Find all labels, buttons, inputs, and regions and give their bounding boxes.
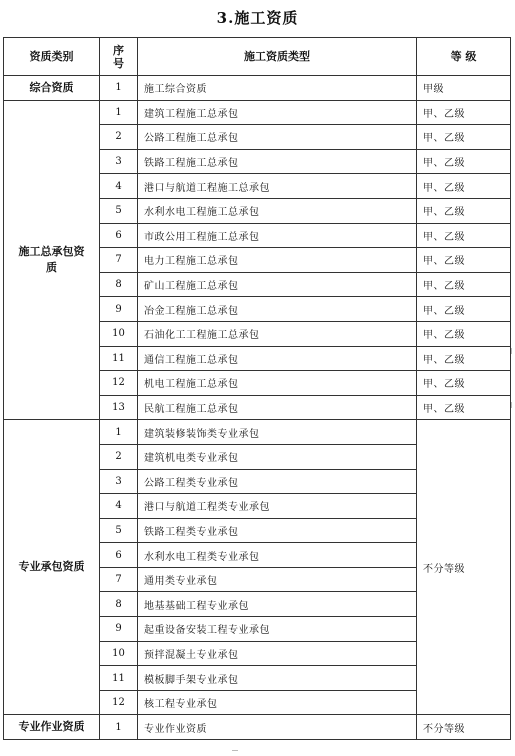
type-cell: 电力工程施工总承包 [138, 248, 417, 273]
type-cell: 冶金工程施工总承包 [138, 297, 417, 322]
category-cell: 施工总承包资质 [4, 100, 100, 420]
seq-cell: 5 [100, 198, 138, 223]
seq-cell: 10 [100, 321, 138, 346]
type-cell: 水利水电工程施工总承包 [138, 198, 417, 223]
table-body [4, 76, 511, 740]
level-cell: 甲、乙级 [417, 321, 511, 346]
type-cell: 市政公用工程施工总承包 [138, 223, 417, 248]
level-cell: 甲、乙级 [417, 272, 511, 297]
level-cell: 甲、乙级 [417, 346, 511, 371]
seq-cell: 11 [100, 346, 138, 371]
type-cell: 铁路工程施工总承包 [138, 149, 417, 174]
level-cell: 甲、乙级 [417, 198, 511, 223]
type-cell: 核工程专业承包 [138, 690, 417, 715]
type-cell: 公路工程类专业承包 [138, 469, 417, 494]
seq-cell: 7 [100, 248, 138, 273]
type-cell: 公路工程施工总承包 [138, 125, 417, 150]
category-cell: 综合资质 [4, 76, 100, 101]
type-cell: 矿山工程施工总承包 [138, 272, 417, 297]
page-edge-mark [511, 348, 512, 354]
type-cell: 施工综合资质 [138, 76, 417, 101]
category-cell: 专业承包资质 [4, 420, 100, 715]
table-row [4, 715, 511, 740]
type-cell: 地基基础工程专业承包 [138, 592, 417, 617]
table-header-row [4, 38, 511, 76]
header-seq-text: 序号 [113, 43, 124, 70]
type-cell: 铁路工程类专业承包 [138, 518, 417, 543]
seq-cell: 3 [100, 469, 138, 494]
seq-cell: 1 [100, 76, 138, 101]
seq-cell: 9 [100, 297, 138, 322]
type-cell: 建筑工程施工总承包 [138, 100, 417, 125]
type-cell: 起重设备安装工程专业承包 [138, 617, 417, 642]
seq-cell: 12 [100, 371, 138, 396]
category-cell: 专业作业资质 [4, 715, 100, 740]
seq-cell: 10 [100, 641, 138, 666]
level-cell: 甲、乙级 [417, 174, 511, 199]
type-cell: 通用类专业承包 [138, 567, 417, 592]
level-cell: 不分等级 [417, 420, 511, 715]
seq-cell: 7 [100, 567, 138, 592]
seq-cell: 1 [100, 420, 138, 445]
page-edge-mark [511, 402, 512, 408]
seq-cell: 12 [100, 690, 138, 715]
type-cell: 机电工程施工总承包 [138, 371, 417, 396]
header-type: 施工资质类型 [138, 38, 417, 76]
table-row [4, 76, 511, 101]
type-cell: 石油化工工程施工总承包 [138, 321, 417, 346]
page-edge-mark [232, 750, 238, 751]
seq-cell: 6 [100, 223, 138, 248]
level-cell: 甲、乙级 [417, 223, 511, 248]
table-row [4, 100, 511, 125]
type-cell: 水利水电工程类专业承包 [138, 543, 417, 568]
level-cell: 甲、乙级 [417, 100, 511, 125]
level-cell: 甲、乙级 [417, 125, 511, 150]
level-cell: 甲级 [417, 76, 511, 101]
qualification-table [3, 37, 511, 740]
type-cell: 通信工程施工总承包 [138, 346, 417, 371]
seq-cell: 4 [100, 494, 138, 519]
seq-cell: 6 [100, 543, 138, 568]
header-level: 等 级 [417, 38, 511, 76]
level-cell: 甲、乙级 [417, 248, 511, 273]
seq-cell: 8 [100, 592, 138, 617]
level-cell: 甲、乙级 [417, 395, 511, 420]
level-cell: 不分等级 [417, 715, 511, 740]
seq-cell: 1 [100, 100, 138, 125]
type-cell: 民航工程施工总承包 [138, 395, 417, 420]
seq-cell: 11 [100, 666, 138, 691]
seq-cell: 9 [100, 617, 138, 642]
seq-cell: 4 [100, 174, 138, 199]
section-title: 3.施工资质 [216, 9, 299, 27]
table-row [4, 420, 511, 445]
seq-cell: 8 [100, 272, 138, 297]
seq-cell: 3 [100, 149, 138, 174]
seq-cell: 2 [100, 125, 138, 150]
seq-cell: 13 [100, 395, 138, 420]
type-cell: 专业作业资质 [138, 715, 417, 740]
type-cell: 预拌混凝土专业承包 [138, 641, 417, 666]
seq-cell: 1 [100, 715, 138, 740]
type-cell: 建筑装修装饰类专业承包 [138, 420, 417, 445]
type-cell: 港口与航道工程施工总承包 [138, 174, 417, 199]
header-seq [100, 38, 138, 76]
type-cell: 港口与航道工程类专业承包 [138, 494, 417, 519]
level-cell: 甲、乙级 [417, 297, 511, 322]
seq-cell: 2 [100, 444, 138, 469]
seq-cell: 5 [100, 518, 138, 543]
type-cell: 模板脚手架专业承包 [138, 666, 417, 691]
type-cell: 建筑机电类专业承包 [138, 444, 417, 469]
level-cell: 甲、乙级 [417, 371, 511, 396]
header-category: 资质类别 [4, 38, 100, 76]
level-cell: 甲、乙级 [417, 149, 511, 174]
